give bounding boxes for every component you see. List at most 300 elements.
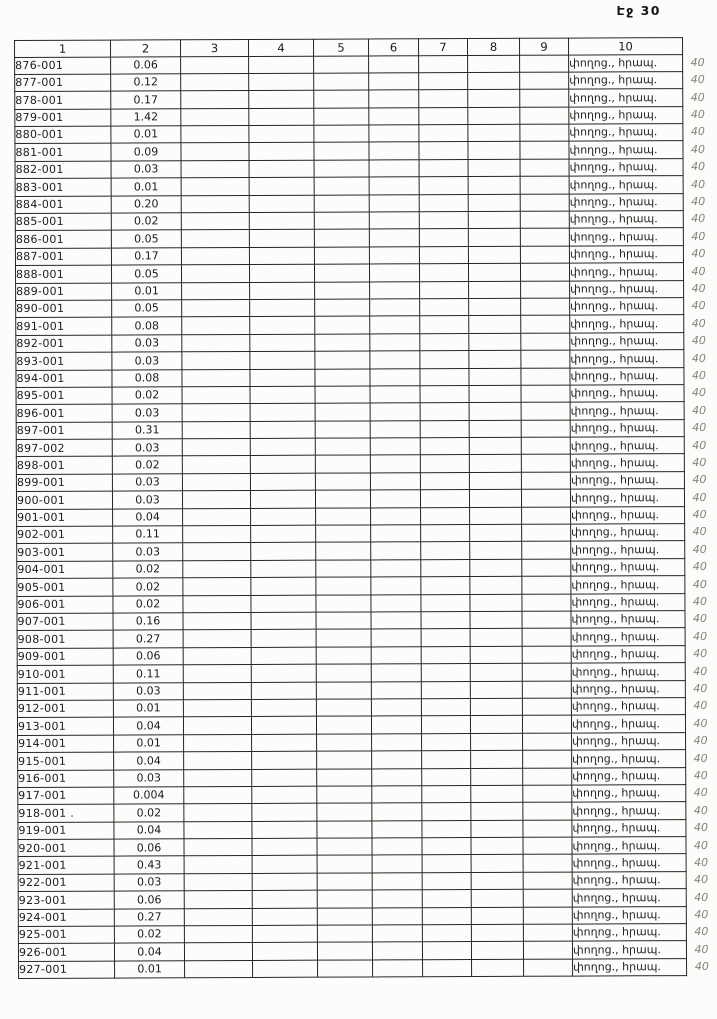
row-value-cell: 0.04 bbox=[114, 821, 184, 839]
margin-mark: 40 bbox=[693, 821, 708, 835]
empty-cell bbox=[369, 125, 419, 143]
empty-cell bbox=[369, 90, 419, 108]
row-note-cell: փողոց., հրապ. bbox=[571, 541, 685, 559]
empty-cell bbox=[182, 491, 250, 509]
empty-cell bbox=[522, 507, 571, 525]
row-note-cell: փողոց., հրապ. bbox=[572, 732, 686, 750]
row-id-cell: 907-001 bbox=[17, 613, 113, 631]
empty-cell bbox=[522, 594, 571, 612]
empty-cell bbox=[469, 420, 521, 438]
empty-cell bbox=[181, 247, 249, 265]
empty-cell bbox=[371, 664, 421, 682]
empty-cell bbox=[371, 577, 421, 595]
row-id-cell: 927-001 bbox=[19, 961, 115, 979]
empty-cell bbox=[521, 385, 570, 403]
row-note-cell: փողոց., հրապ. bbox=[570, 332, 684, 350]
row-note-cell: փողոց., հրապ. bbox=[571, 645, 685, 663]
empty-cell bbox=[316, 699, 371, 717]
row-value-cell: 0.02 bbox=[114, 926, 184, 944]
empty-cell bbox=[371, 507, 421, 525]
row-value-cell: 0.05 bbox=[112, 300, 182, 318]
row-id-cell: 878-001 bbox=[15, 91, 111, 109]
empty-cell bbox=[372, 733, 422, 751]
empty-cell bbox=[523, 872, 572, 890]
row-value-cell: 0.11 bbox=[113, 526, 183, 544]
empty-cell bbox=[369, 107, 419, 125]
empty-cell bbox=[421, 612, 470, 630]
row-value-cell: 0.11 bbox=[113, 665, 183, 683]
col-header-6: 6 bbox=[368, 39, 418, 56]
row-id-cell: 917-001 bbox=[18, 787, 114, 805]
row-id-cell: 910-001 bbox=[17, 665, 113, 683]
empty-cell bbox=[250, 404, 315, 422]
row-value-cell: 0.04 bbox=[114, 943, 184, 961]
empty-cell bbox=[369, 177, 419, 195]
margin-mark: 40 bbox=[690, 108, 705, 122]
empty-cell bbox=[182, 282, 250, 300]
empty-cell bbox=[251, 560, 316, 578]
empty-cell bbox=[372, 786, 422, 804]
col-header-3: 3 bbox=[181, 39, 249, 56]
empty-cell bbox=[314, 90, 369, 108]
empty-cell bbox=[420, 333, 469, 351]
row-value-cell: 0.17 bbox=[111, 91, 181, 109]
row-note-cell: փողոց., հրապ. bbox=[569, 106, 683, 124]
empty-cell bbox=[370, 351, 420, 369]
row-note-cell: փողոց., հրապ. bbox=[570, 280, 684, 298]
empty-cell bbox=[369, 160, 419, 178]
empty-cell bbox=[422, 942, 471, 960]
margin-mark: 40 bbox=[692, 455, 707, 469]
row-value-cell: 0.02 bbox=[111, 213, 181, 231]
empty-cell bbox=[182, 456, 250, 474]
row-note-cell: փողոց., հրապ. bbox=[571, 698, 685, 716]
empty-cell bbox=[468, 55, 520, 73]
empty-cell bbox=[250, 386, 315, 404]
row-value-cell: 0.06 bbox=[111, 56, 181, 74]
empty-cell bbox=[471, 785, 523, 803]
empty-cell bbox=[316, 647, 371, 665]
row-value-cell: 0.03 bbox=[114, 874, 184, 892]
empty-cell bbox=[521, 281, 570, 299]
empty-cell bbox=[420, 368, 469, 386]
empty-cell bbox=[522, 628, 571, 646]
margin-mark: 40 bbox=[691, 351, 706, 365]
empty-cell bbox=[469, 385, 521, 403]
page-number-label: Էջ 30 bbox=[616, 3, 661, 18]
empty-cell bbox=[182, 421, 250, 439]
empty-cell bbox=[252, 803, 317, 821]
row-note-cell: փողոց., հրապ. bbox=[569, 71, 683, 89]
empty-cell bbox=[522, 681, 571, 699]
empty-cell bbox=[420, 438, 469, 456]
row-value-cell: 0.16 bbox=[113, 613, 183, 631]
empty-cell bbox=[317, 803, 372, 821]
empty-cell bbox=[471, 837, 523, 855]
empty-cell bbox=[372, 873, 422, 891]
row-id-cell: 902-001 bbox=[17, 526, 113, 544]
margin-mark: 40 bbox=[693, 838, 709, 852]
empty-cell bbox=[315, 473, 370, 491]
empty-cell bbox=[523, 924, 572, 942]
row-value-cell: 0.03 bbox=[112, 404, 182, 422]
margin-mark: 40 bbox=[693, 786, 708, 800]
empty-cell bbox=[469, 368, 521, 386]
empty-cell bbox=[468, 142, 520, 160]
row-value-cell: 0.02 bbox=[112, 387, 182, 405]
row-note-cell: փողոց., հրապ. bbox=[571, 524, 685, 542]
empty-cell bbox=[521, 420, 570, 438]
empty-cell bbox=[421, 681, 470, 699]
empty-cell bbox=[318, 960, 373, 978]
empty-cell bbox=[419, 194, 468, 212]
empty-cell bbox=[470, 646, 522, 664]
row-id-cell: 899-001 bbox=[16, 474, 112, 492]
empty-cell bbox=[181, 212, 249, 230]
table-body bbox=[15, 54, 717, 979]
empty-cell bbox=[471, 942, 523, 960]
margin-mark: 40 bbox=[692, 473, 707, 487]
empty-cell bbox=[250, 369, 315, 387]
margin-mark: 40 bbox=[691, 212, 706, 226]
row-id-cell: 895-001 bbox=[16, 387, 112, 405]
row-note-cell: փողոց., հրապ. bbox=[571, 506, 685, 524]
empty-cell bbox=[249, 247, 314, 265]
row-note-cell: փողոց., հրապ. bbox=[572, 941, 686, 959]
row-id-cell: 888-001 bbox=[15, 265, 111, 283]
row-note-cell: փողոց., հրապ. bbox=[570, 419, 684, 437]
empty-cell bbox=[182, 317, 250, 335]
row-id-cell: 911-001 bbox=[17, 683, 113, 701]
row-id-cell: 877-001 bbox=[15, 74, 111, 92]
row-id-cell: 904-001 bbox=[17, 561, 113, 579]
empty-cell bbox=[370, 420, 420, 438]
empty-cell bbox=[181, 143, 249, 161]
row-note-cell: փողոց., հրապ. bbox=[573, 958, 687, 976]
empty-cell bbox=[521, 298, 570, 316]
empty-cell bbox=[249, 230, 314, 248]
margin-mark: 40 bbox=[693, 768, 708, 782]
empty-cell bbox=[419, 55, 468, 73]
empty-cell bbox=[469, 333, 521, 351]
margin-mark: 40 bbox=[692, 595, 707, 609]
empty-cell bbox=[314, 108, 369, 126]
empty-cell bbox=[370, 316, 420, 334]
empty-cell bbox=[184, 925, 252, 943]
row-value-cell: 0.02 bbox=[113, 561, 183, 579]
row-value-cell: 0.20 bbox=[111, 195, 181, 213]
empty-cell bbox=[371, 647, 421, 665]
empty-cell bbox=[371, 542, 421, 560]
empty-cell bbox=[372, 838, 422, 856]
empty-cell bbox=[252, 838, 317, 856]
row-note-cell: փողոց., հրապ. bbox=[572, 750, 686, 768]
empty-cell bbox=[316, 508, 371, 526]
empty-cell bbox=[315, 386, 370, 404]
row-id-cell: 896-001 bbox=[16, 404, 112, 422]
empty-cell bbox=[181, 265, 249, 283]
margin-mark: 40 bbox=[691, 160, 706, 174]
row-note-cell: փողոց., հրապ. bbox=[569, 228, 683, 246]
empty-cell bbox=[468, 246, 520, 264]
row-id-cell: 923-001 bbox=[18, 891, 114, 909]
row-id-cell: 920-001 bbox=[18, 839, 114, 857]
empty-cell bbox=[184, 804, 252, 822]
empty-cell bbox=[469, 437, 521, 455]
empty-cell bbox=[314, 212, 369, 230]
row-note-cell: փողոց., հրապ. bbox=[570, 489, 684, 507]
empty-cell bbox=[183, 647, 251, 665]
empty-cell bbox=[250, 317, 315, 335]
row-value-cell: 0.01 bbox=[113, 700, 183, 718]
empty-cell bbox=[421, 559, 470, 577]
row-id-cell: 883-001 bbox=[15, 178, 111, 196]
row-value-cell: 0.02 bbox=[114, 804, 184, 822]
margin-mark: 40 bbox=[694, 960, 709, 974]
row-id-cell: 924-001 bbox=[18, 909, 114, 927]
margin-mark: 40 bbox=[694, 942, 709, 956]
empty-cell bbox=[370, 490, 420, 508]
empty-cell bbox=[520, 124, 569, 142]
empty-cell bbox=[373, 960, 423, 978]
empty-cell bbox=[419, 72, 468, 90]
margin-mark: 40 bbox=[693, 716, 708, 730]
margin-mark: 40 bbox=[691, 334, 706, 348]
margin-mark: 40 bbox=[692, 525, 707, 539]
empty-cell bbox=[253, 960, 318, 978]
row-value-cell: 0.02 bbox=[112, 456, 182, 474]
empty-cell bbox=[471, 768, 523, 786]
empty-cell bbox=[522, 646, 571, 664]
empty-cell bbox=[419, 229, 468, 247]
col-header-10: 10 bbox=[568, 38, 682, 55]
empty-cell bbox=[315, 368, 370, 386]
empty-cell bbox=[316, 682, 371, 700]
row-note-cell: փողոց., հրապ. bbox=[569, 141, 683, 159]
empty-cell bbox=[370, 455, 420, 473]
empty-cell bbox=[420, 490, 469, 508]
empty-cell bbox=[182, 473, 250, 491]
empty-cell bbox=[314, 73, 369, 91]
row-note-cell: փողոց., հրապ. bbox=[571, 576, 685, 594]
row-id-cell: 915-001 bbox=[18, 752, 114, 770]
empty-cell bbox=[252, 734, 317, 752]
empty-cell bbox=[471, 855, 523, 873]
empty-cell bbox=[419, 125, 468, 143]
empty-cell bbox=[184, 786, 252, 804]
margin-mark: 40 bbox=[692, 386, 707, 400]
margin-mark: 40 bbox=[690, 125, 705, 139]
empty-cell bbox=[184, 873, 252, 891]
margin-mark: 40 bbox=[693, 629, 708, 643]
empty-cell bbox=[317, 768, 372, 786]
empty-cell bbox=[420, 455, 469, 473]
empty-cell bbox=[471, 733, 523, 751]
empty-cell bbox=[316, 577, 371, 595]
empty-cell bbox=[471, 890, 523, 908]
empty-cell bbox=[521, 489, 570, 507]
row-note-cell: փողոց., հրապ. bbox=[569, 158, 683, 176]
empty-cell bbox=[315, 403, 370, 421]
row-id-cell: 913-001 bbox=[17, 717, 113, 735]
empty-cell bbox=[372, 820, 422, 838]
row-value-cell: 0.03 bbox=[112, 474, 182, 492]
row-id-cell: 897-001 bbox=[16, 422, 112, 440]
row-value-cell: 0.08 bbox=[112, 369, 182, 387]
empty-cell bbox=[181, 108, 249, 126]
row-note-cell: փողոց., հրապ. bbox=[572, 854, 686, 872]
empty-cell bbox=[315, 455, 370, 473]
col-header-8: 8 bbox=[467, 38, 519, 55]
empty-cell bbox=[468, 159, 520, 177]
empty-cell bbox=[471, 803, 523, 821]
margin-mark: 40 bbox=[691, 368, 706, 382]
empty-cell bbox=[468, 194, 520, 212]
empty-cell bbox=[469, 281, 521, 299]
empty-cell bbox=[468, 211, 520, 229]
empty-cell bbox=[183, 699, 251, 717]
empty-cell bbox=[422, 872, 471, 890]
empty-cell bbox=[523, 785, 572, 803]
empty-cell bbox=[419, 264, 468, 282]
empty-cell bbox=[314, 247, 369, 265]
row-value-cell: 0.004 bbox=[114, 787, 184, 805]
empty-cell bbox=[181, 195, 249, 213]
empty-cell bbox=[421, 594, 470, 612]
margin-mark: 40 bbox=[692, 438, 707, 452]
empty-cell bbox=[522, 698, 571, 716]
empty-cell bbox=[469, 472, 521, 490]
empty-cell bbox=[181, 160, 249, 178]
margin-mark: 40 bbox=[693, 803, 708, 817]
row-value-cell: 0.02 bbox=[113, 595, 183, 613]
row-note-cell: փողոց., հրապ. bbox=[569, 176, 683, 194]
empty-cell bbox=[523, 768, 572, 786]
empty-cell bbox=[184, 839, 252, 857]
empty-cell bbox=[315, 334, 370, 352]
empty-cell bbox=[422, 785, 471, 803]
empty-cell bbox=[182, 386, 250, 404]
empty-cell bbox=[420, 420, 469, 438]
empty-cell bbox=[421, 525, 470, 543]
row-id-cell: 926-001 bbox=[18, 943, 114, 961]
empty-cell bbox=[520, 263, 569, 281]
row-value-cell: 0.06 bbox=[114, 839, 184, 857]
empty-cell bbox=[252, 908, 317, 926]
empty-cell bbox=[315, 282, 370, 300]
empty-cell bbox=[470, 524, 522, 542]
empty-cell bbox=[520, 55, 569, 73]
margin-mark: 40 bbox=[693, 664, 708, 678]
row-note-cell: փողոց., հրապ. bbox=[570, 367, 684, 385]
empty-cell bbox=[468, 107, 520, 125]
empty-cell bbox=[249, 73, 314, 91]
empty-cell bbox=[184, 821, 252, 839]
row-value-cell: 0.27 bbox=[114, 908, 184, 926]
empty-cell bbox=[370, 368, 420, 386]
row-note-cell: փողոց., հրապ. bbox=[571, 628, 685, 646]
empty-cell bbox=[520, 211, 569, 229]
empty-cell bbox=[317, 925, 372, 943]
row-id-cell: 892-001 bbox=[16, 335, 112, 353]
empty-cell bbox=[522, 715, 571, 733]
empty-cell bbox=[419, 246, 468, 264]
row-note-cell: փողոց., հրապ. bbox=[572, 837, 686, 855]
row-id-cell: 885-001 bbox=[15, 213, 111, 231]
empty-cell bbox=[469, 350, 521, 368]
empty-cell bbox=[250, 473, 315, 491]
empty-cell bbox=[522, 542, 571, 560]
empty-cell bbox=[471, 924, 523, 942]
margin-mark: 40 bbox=[693, 699, 708, 713]
empty-cell bbox=[251, 647, 316, 665]
empty-cell bbox=[183, 630, 251, 648]
margin-mark: 40 bbox=[692, 577, 707, 591]
empty-cell bbox=[371, 525, 421, 543]
empty-cell bbox=[317, 873, 372, 891]
empty-cell bbox=[421, 664, 470, 682]
empty-cell bbox=[314, 229, 369, 247]
empty-cell bbox=[182, 404, 250, 422]
empty-cell bbox=[317, 855, 372, 873]
empty-cell bbox=[471, 872, 523, 890]
row-note-cell: փողոց., հրապ. bbox=[569, 54, 683, 72]
row-value-cell: 0.27 bbox=[113, 630, 183, 648]
row-note-cell: փողոց., հրապ. bbox=[569, 124, 683, 142]
row-id-cell: 881-001 bbox=[15, 144, 111, 162]
empty-cell bbox=[315, 490, 370, 508]
margin-mark: 40 bbox=[690, 90, 705, 104]
empty-cell bbox=[184, 856, 252, 874]
row-value-cell: 0.05 bbox=[111, 230, 181, 248]
empty-cell bbox=[183, 612, 251, 630]
row-note-cell: փողոց., հրապ. bbox=[570, 298, 684, 316]
col-header-7: 7 bbox=[418, 39, 467, 56]
empty-cell bbox=[316, 525, 371, 543]
empty-cell bbox=[419, 107, 468, 125]
empty-cell bbox=[470, 629, 522, 647]
empty-cell bbox=[251, 682, 316, 700]
empty-cell bbox=[184, 752, 252, 770]
empty-cell bbox=[249, 160, 314, 178]
empty-cell bbox=[369, 212, 419, 230]
empty-cell bbox=[182, 299, 250, 317]
empty-cell bbox=[369, 264, 419, 282]
empty-cell bbox=[523, 855, 572, 873]
row-id-cell: 925-001 bbox=[18, 926, 114, 944]
empty-cell bbox=[314, 264, 369, 282]
row-id-cell: 918-001 . bbox=[18, 804, 114, 822]
row-id-cell: 914-001 bbox=[18, 735, 114, 753]
row-value-cell: 0.12 bbox=[111, 74, 181, 92]
empty-cell bbox=[419, 142, 468, 160]
row-value-cell: 0.17 bbox=[111, 248, 181, 266]
empty-cell bbox=[472, 959, 524, 977]
empty-cell bbox=[521, 402, 570, 420]
margin-mark: 40 bbox=[694, 873, 709, 887]
margin-mark: 40 bbox=[693, 734, 708, 748]
row-value-cell: 0.01 bbox=[115, 961, 185, 979]
empty-cell bbox=[317, 890, 372, 908]
margin-mark: 40 bbox=[692, 421, 707, 435]
empty-cell bbox=[469, 490, 521, 508]
empty-cell bbox=[371, 594, 421, 612]
empty-cell bbox=[314, 125, 369, 143]
empty-cell bbox=[419, 90, 468, 108]
empty-cell bbox=[314, 160, 369, 178]
row-value-cell: 0.01 bbox=[111, 178, 181, 196]
empty-cell bbox=[249, 143, 314, 161]
